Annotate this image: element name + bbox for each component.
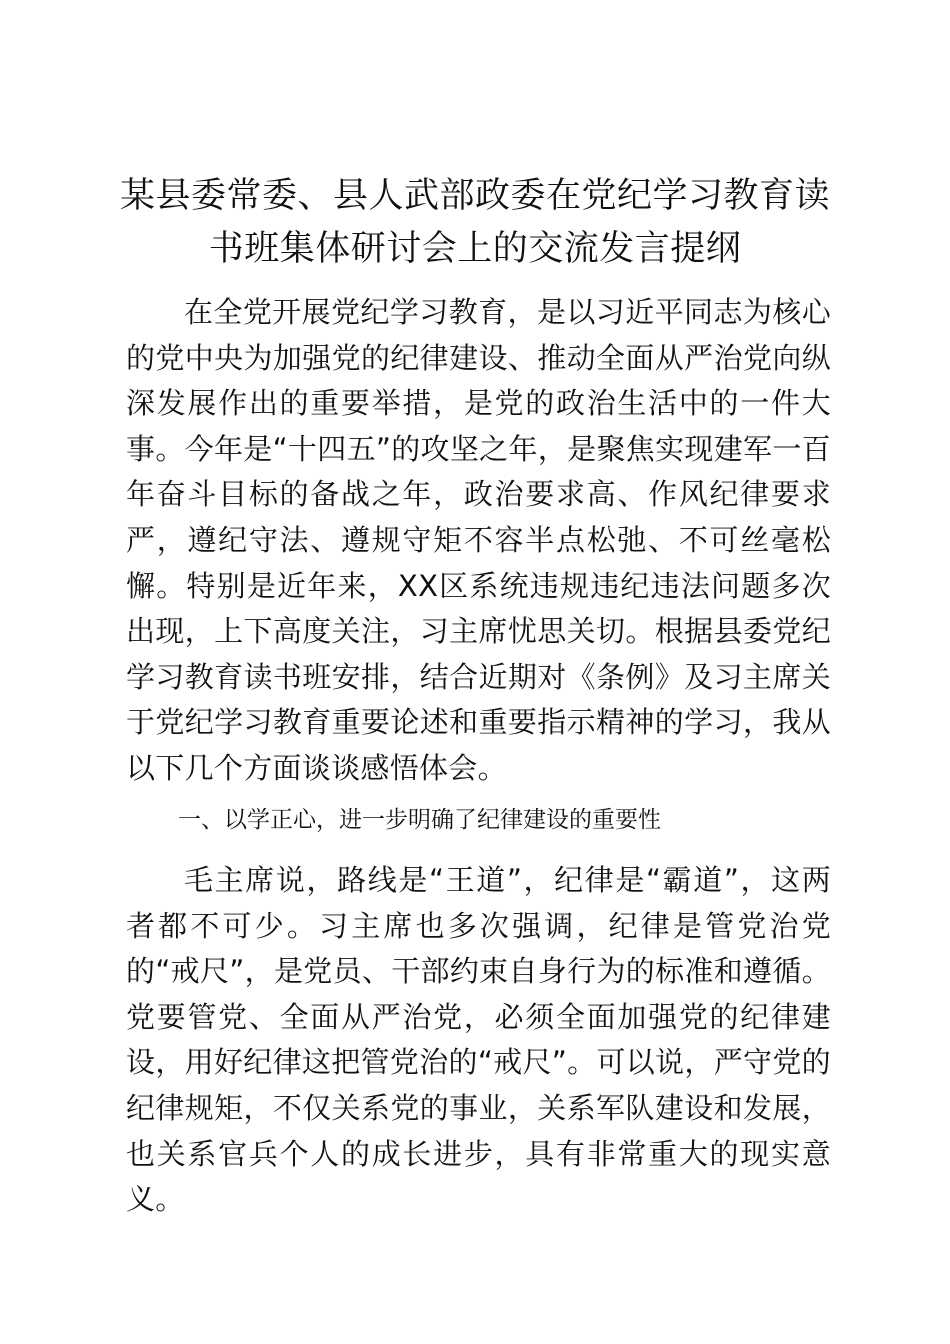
body-paragraph: 毛主席说，路线是“王道”，纪律是“霸道”，这两者都不可少。习主席也多次强调，纪律是管党治党的“戒尺”，是党员、干部约束自身行为的标准和遵循。党要管党、全面从严治党，必须全面加强党的纪律建设，用好纪律这把管党治的“戒尺”。可以说，严守党的纪律规矩，不仅关系党的事业，关系军队建设和发展，也关系官兵个人的成长进步，具有非常重大的现实意义。 <box>126 863 831 1217</box>
document-title: 某县委常委、县人武部政委在党纪学习教育读书班集体研讨会上的交流发言提纲 <box>119 176 830 269</box>
section-heading: 一、以学正心，进一步明确了纪律建设的重要性 <box>178 807 661 833</box>
body-paragraph: 在全党开展党纪学习教育，是以习近平同志为核心的党中央为加强党的纪律建设、推动全面从严治党向纵深发展作出的重要举措，是党的政治生活中的一件大事。今年是“十四五”的攻坚之年，是聚焦实现建军一百年奋斗目标的备战之年，政治要求高、作风纪律要求严，遵纪守法、遵规守矩不容半点松弛、不可丝毫松懈。特别是近年来，XX区系统违规违纪违法问题多次出现，上下高度关注，习主席忧思关切。根据县委党纪学习教育读书班安排，结合近期对《条例》及习主席关于党纪学习教育重要论述和重要指示精神的学习，我从以下几个方面谈谈感悟体会。 <box>126 295 831 785</box>
